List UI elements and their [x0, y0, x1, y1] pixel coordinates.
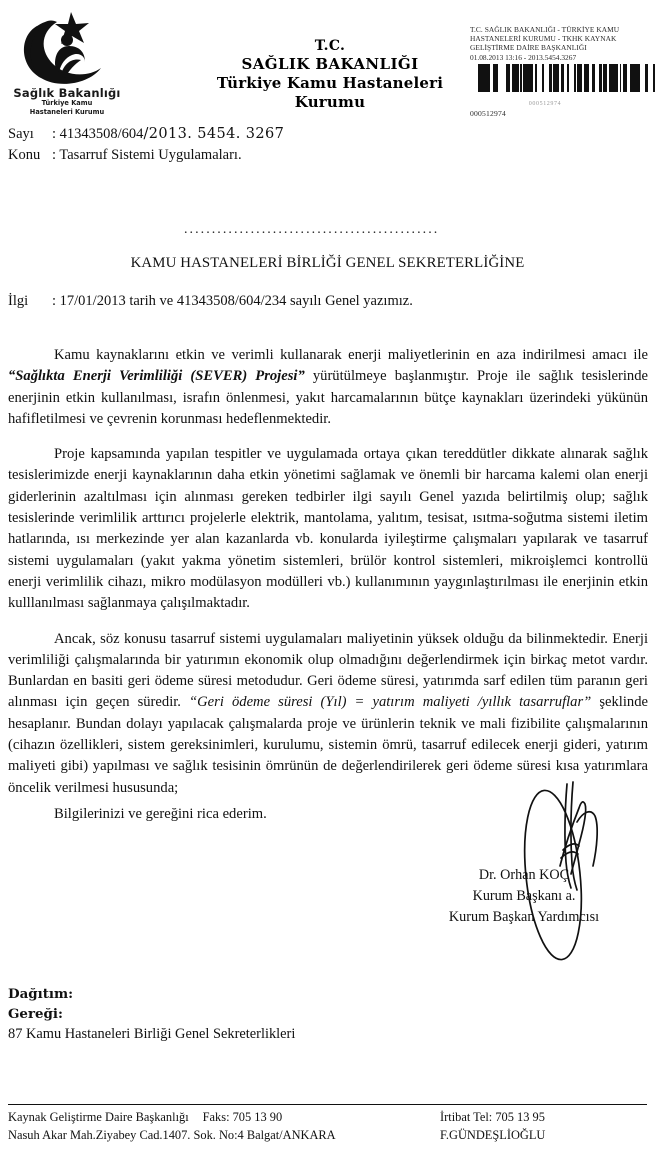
distribution-subheading: Gereği: [8, 1006, 63, 1022]
stamp-datetime: 01.08.2013 13:16 - 2013.5454.3267 [470, 52, 577, 62]
signatory-title-2: Kurum Başkan Yardımcısı [448, 909, 600, 925]
paragraph-3 [8, 629, 648, 799]
footer-contact-person: F.GÜNDEŞLİOĞLU [440, 1127, 546, 1142]
closing-line: Bilgilerinizi ve gereğini rica ederim. [54, 806, 267, 822]
header-line-ministry: SAĞLIK BAKANLIĞI [241, 55, 419, 73]
sayi-value: : 41343508/604 [52, 126, 144, 142]
sayi-label: Sayı [8, 126, 34, 142]
sayi-handwritten-value: /2013. 5454. 3267 [143, 126, 285, 142]
paragraph-1-project-name: “Sağlıkta Enerji Verimliliği (SEVER) Projesi” [8, 368, 305, 385]
paragraph-1 [8, 345, 648, 430]
stamp-code: 000512974 [470, 108, 506, 118]
ilgi-value: : 17/01/2013 tarih ve 41343508/604/234 sayılı Genel yazımız. [52, 293, 413, 309]
dotted-separator: .............................................. [184, 222, 440, 237]
logo-subtitle-line1: Türkiye Kamu [41, 99, 93, 107]
meta-row-sayi [8, 124, 284, 145]
health-ministry-crescent-star-figure-icon [15, 12, 119, 86]
logo-title: Sağlık Bakanlığı [13, 86, 121, 100]
paragraph-3-formula: “Geri ödeme süresi (Yıl) = yatırım maliyeti /yıllık tasarruflar” [189, 694, 592, 711]
ilgi-label: İlgi [8, 293, 29, 309]
paragraph-1-text-after: yürütülmeye başlanmıştır. Proje ile sağlık tesislerinde enerjinin etkin kullanılması, israfın önlenmesi, yakıt harcamalarının bütçe kaynakları üzerindeki yükünün hafifletilmesi ve çevrenin korunması hedeflenmektedir. [8, 368, 648, 427]
barcode-icon [470, 64, 655, 97]
stamp-line-2: HASTANELERİ KURUMU - TKHK KAYNAK [470, 33, 617, 43]
paragraph-3-text-after: şeklinde hesaplanır. Bundan dolayı yapılacak çalışmalarda proje ve ürünlerin teknik ve mali fizibilite çalışmalarının (cihazın özellikleri, sistem gereksinimleri, kurulumu, sistemin ömrü, tasarruf edilecek enerji gideri, yatırım maliyeti gibi) yapılması ve sağlık tesisinin ömrünün de değerlendirilerek geri ödeme süresi kısa yatırımlara öncelik verilmesi hususunda; [8, 694, 648, 796]
signature-block [400, 865, 648, 928]
footer-right [440, 1109, 545, 1144]
paragraph-2: Proje kapsamında yapılan tespitler ve uygulamada ortaya çıkan tereddütler dikkate alınarak sağlık tesislerimizde enerji kaynaklarının daha etkin yönetimi sağlamak ve önemli bir harcama kalemi olan enerji giderlerinin azaltılması için alınması gereken tedbirler ilgi sayılı Genel yazıda belirtilmiş olup; sağlık tesislerinde verimlilik arttırıcı projelerle elektrik, mantolama, yalıtım, tesisat, ısıtma-soğutma sistemi iletim hatlarında, ısı merkezinde yer alan kazanlarda vb. konularda iyileştirme çalışmaları yapılarak ve tasarruf sistemi uygulamaları (yakıt yakma yönetim sistemleri, brülör kontrol sistemleri, mikroişlemci kontrollü enerji verimlilik cihazı, mikro modülasyon modülleri vb.) kullanımının yaygınlaştırılması ile enerjinin etkin kulllanılması sağlanmaya çalışılmaktadır. [8, 446, 648, 612]
footer-address: Nasuh Akar Mah.Ziyabey Cad.1407. Sok. No:4 Balgat/ANKARA [8, 1127, 336, 1142]
header-line-institution: Türkiye Kamu Hastaneleri Kurumu [216, 74, 444, 111]
document-header [0, 0, 655, 130]
paragraph-3-text-before: Ancak, söz konusu tasarruf sistemi uygulamaları maliyetinin yüksek olduğu da bilinmektedir. Enerji verimliliği çalışmalarında bir yatırımın ekonomik olup olmadığını değerlendirmek için birkaç metot vardır. Bunlardan en basiti geri ödeme süresi metodudur. Geri ödeme süresi, yatırımda sarf edilen tüm paranın geri alınması için geçen süredir. [8, 630, 648, 711]
registration-stamp [470, 26, 655, 118]
reference-line [8, 293, 413, 310]
institution-header [180, 38, 480, 112]
addressee-line: KAMU HASTANELERİ BİRLİĞİ GENEL SEKRETERLİĞİNE [130, 255, 525, 271]
meta-row-konu [8, 145, 284, 166]
footer-contact-phone: İrtibat Tel: 705 13 95 [440, 1110, 545, 1124]
signatory-name: Dr. Orhan KOÇ [478, 867, 570, 883]
ministry-logo [8, 12, 126, 116]
distribution-item: 87 Kamu Hastaneleri Birliği Genel Sekreterlikleri [8, 1026, 296, 1042]
signatory-title-1: Kurum Başkanı a. [472, 888, 576, 904]
distribution-block [8, 984, 295, 1044]
footer-department: Kaynak Geliştirme Daire Başkanlığı [8, 1110, 189, 1124]
distribution-heading: Dağıtım: [8, 986, 74, 1002]
stamp-line-3: GELİŞTİRME DAİRE BAŞKANLIĞI [470, 42, 587, 52]
konu-value: : Tasarruf Sistemi Uygulamaları. [52, 147, 242, 163]
logo-subtitle-line2: Hastaneleri Kurumu [29, 107, 105, 116]
footer-department-line [8, 1109, 336, 1127]
stamp-line-1: T.C. SAĞLIK BAKANLIĞI - TÜRKİYE KAMU [470, 25, 620, 34]
header-line-tc: T.C. [314, 38, 346, 54]
barcode-caption: 000512974 [528, 100, 562, 107]
footer-fax: Faks: 705 13 90 [202, 1110, 283, 1124]
document-meta [8, 124, 284, 166]
footer-divider [8, 1104, 647, 1105]
document-body [8, 345, 648, 813]
konu-label: Konu [8, 147, 41, 163]
footer-left [8, 1109, 336, 1144]
paragraph-1-text-before: Kamu kaynaklarını etkin ve verimli kullanarak enerji maliyetlerinin en aza indirilmesi amacı ile [54, 347, 648, 363]
